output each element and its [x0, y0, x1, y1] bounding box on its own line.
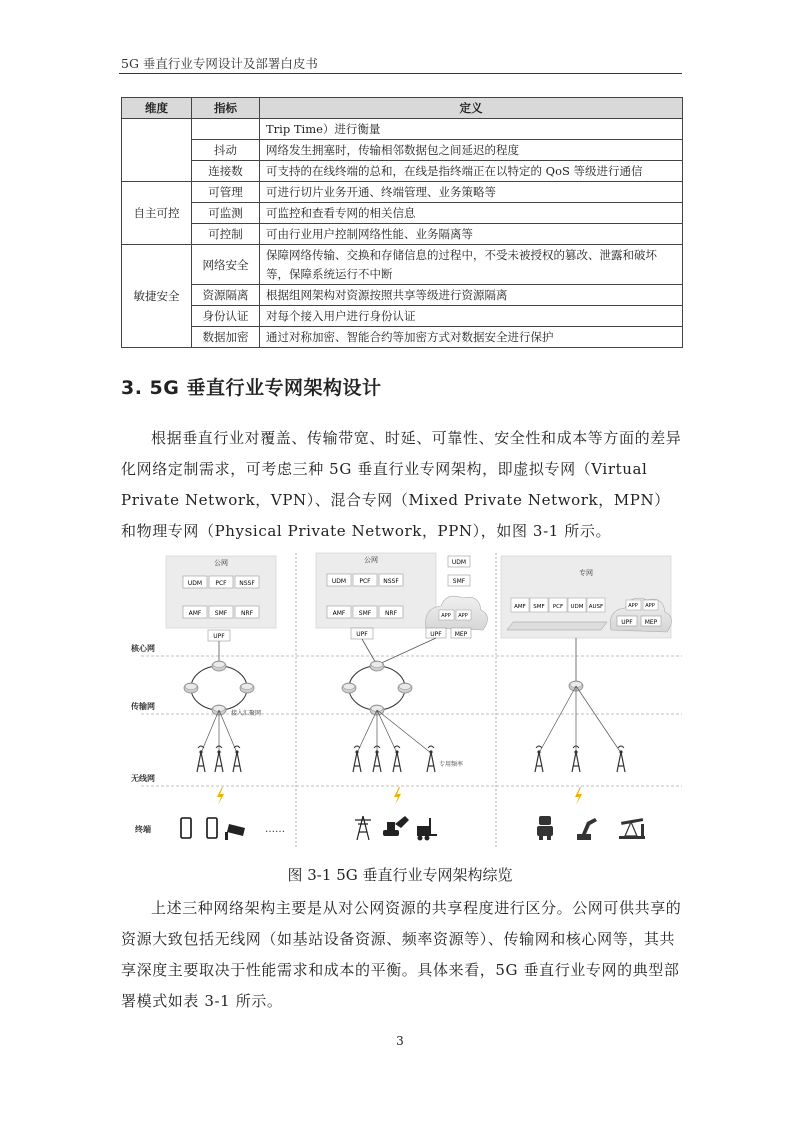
nf-upf: UPF	[356, 631, 368, 638]
nf-upf: UPF	[213, 633, 225, 640]
nf-pcf: PCF	[215, 580, 227, 587]
dimension-cell: 自主可控	[122, 182, 192, 245]
table-row	[122, 140, 683, 161]
nf-smf: SMF	[358, 610, 372, 617]
metrics-table	[121, 97, 683, 348]
power-tower-icon	[355, 816, 371, 840]
dedicated-freq-label: 专用频率	[439, 761, 464, 768]
nf-mep: MEP	[454, 631, 468, 638]
definition-cell: 对每个接入用户进行身份认证	[260, 306, 683, 327]
nf-smf: SMF	[533, 604, 545, 610]
nf-ausf: AUSF	[588, 604, 604, 610]
ellipsis-text: ……	[265, 824, 285, 835]
phone-icon	[181, 818, 191, 838]
indicator-cell: 可监测	[192, 203, 260, 224]
nf-upf: UPF	[621, 619, 633, 626]
definition-cell: 保障网络传输、交换和存储信息的过程中，不受未被授权的篡改、泄露和破坏等，保障系统运行不中断	[260, 245, 683, 285]
layer-label-core: 核心网	[131, 644, 155, 653]
indicator-cell: 身份认证	[192, 306, 260, 327]
nf-smf: SMF	[452, 578, 466, 585]
definition-cell: 根据组网架构对资源按照共享等级进行资源隔离	[260, 285, 683, 306]
indicator-cell: 可管理	[192, 182, 260, 203]
definition-cell: Trip Time）进行衡量	[260, 119, 683, 140]
table-row	[122, 119, 683, 140]
nf-mep: MEP	[644, 619, 658, 626]
table-row	[122, 245, 683, 285]
table-header-row	[122, 98, 683, 119]
nf-amf: AMF	[188, 610, 202, 617]
nf-nssf: NSSF	[383, 578, 399, 585]
indicator-cell: 连接数	[192, 161, 260, 182]
robot-icon	[537, 816, 553, 840]
layer-label-transport: 传输网	[131, 702, 155, 711]
app-label: APP	[645, 603, 655, 609]
layer-label-wireless: 无线网	[131, 774, 155, 783]
nf-amf: AMF	[514, 604, 526, 610]
app-label: APP	[458, 613, 468, 619]
definition-cell: 可进行切片业务开通、终端管理、业务策略等	[260, 182, 683, 203]
nf-nrf: NRF	[240, 610, 254, 617]
architecture-figure	[121, 548, 682, 854]
indicator-cell: 抖动	[192, 140, 260, 161]
figure-caption: 图 3-1 5G 垂直行业专网架构综览	[287, 866, 513, 884]
dimension-cell	[122, 119, 192, 182]
nf-udm: UDM	[570, 604, 584, 610]
body-paragraph: 根据垂直行业对覆盖、传输带宽、时延、可靠性、安全性和成本等方面的差异化网络定制需求，可考虑三种 5G 垂直行业专网架构，即虚拟专网（Virtual Private Network，VPN）、混合专网（Mixed Private Network，MPN）和物理专网（Physical Private Network，PPN），如图 3-1 所示。	[121, 429, 682, 540]
header-title: 5G 垂直行业专网设计及部署白皮书	[121, 56, 318, 71]
excavator-icon	[383, 816, 409, 836]
access-agg-label: 接入汇聚网	[231, 710, 262, 717]
app-label: APP	[628, 603, 638, 609]
architecture-diagram	[121, 548, 682, 854]
table-row	[122, 327, 683, 348]
table-row	[122, 306, 683, 327]
phone-icon	[207, 818, 217, 838]
nf-smf: SMF	[214, 610, 228, 617]
layer-label-terminal: 终端	[135, 825, 151, 834]
nf-udm: UDM	[331, 578, 347, 585]
nf-nssf: NSSF	[239, 580, 255, 587]
table-header: 指标	[192, 98, 260, 119]
definition-cell: 可监控和查看专网的相关信息	[260, 203, 683, 224]
indicator-cell: 资源隔离	[192, 285, 260, 306]
camera-icon	[225, 824, 245, 840]
nf-upf: UPF	[430, 631, 442, 638]
oil-pump-icon	[619, 818, 645, 839]
definition-cell: 通过对称加密、智能合约等加密方式对数据安全进行保护	[260, 327, 683, 348]
definition-cell: 可由行业用户控制网络性能、业务隔离等	[260, 224, 683, 245]
robotic-arm-icon	[577, 818, 597, 840]
table-row	[122, 285, 683, 306]
table-header: 定义	[260, 98, 683, 119]
nf-pcf: PCF	[552, 604, 564, 610]
dimension-cell: 敏捷安全	[122, 245, 192, 348]
indicator-cell: 网络安全	[192, 245, 260, 285]
definition-cell: 可支持的在线终端的总和，在线是指终端正在以特定的 QoS 等级进行通信	[260, 161, 683, 182]
header-divider	[119, 73, 682, 74]
public-network-label: 公网	[364, 556, 378, 564]
nf-pcf: PCF	[359, 578, 371, 585]
indicator-cell	[192, 119, 260, 140]
table-row	[122, 203, 683, 224]
table-row	[122, 224, 683, 245]
nf-udm: UDM	[451, 559, 467, 566]
nf-udm: UDM	[187, 580, 203, 587]
app-label: APP	[441, 613, 451, 619]
definition-cell: 网络发生拥塞时，传输相邻数据包之间延迟的程度	[260, 140, 683, 161]
table-row	[122, 182, 683, 203]
nf-nrf: NRF	[384, 610, 398, 617]
table-row	[122, 161, 683, 182]
indicator-cell: 数据加密	[192, 327, 260, 348]
body-paragraph: 上述三种网络架构主要是从对公网资源的共享程度进行区分。公网可供共享的资源大致包括无线网（如基站设备资源、频率资源等）、传输网和核心网等，其共享深度主要取决于性能需求和成本的平衡。具体来看，5G 垂直行业专网的典型部署模式如表 3-1 所示。	[121, 899, 682, 1010]
public-network-label: 公网	[214, 559, 228, 567]
forklift-icon	[417, 818, 437, 841]
indicator-cell: 可控制	[192, 224, 260, 245]
page-number: 3	[396, 1034, 404, 1048]
private-network-label: 专网	[579, 569, 593, 577]
section-title: 3. 5G 垂直行业专网架构设计	[121, 377, 382, 399]
nf-amf: AMF	[332, 610, 346, 617]
table-header: 维度	[122, 98, 192, 119]
